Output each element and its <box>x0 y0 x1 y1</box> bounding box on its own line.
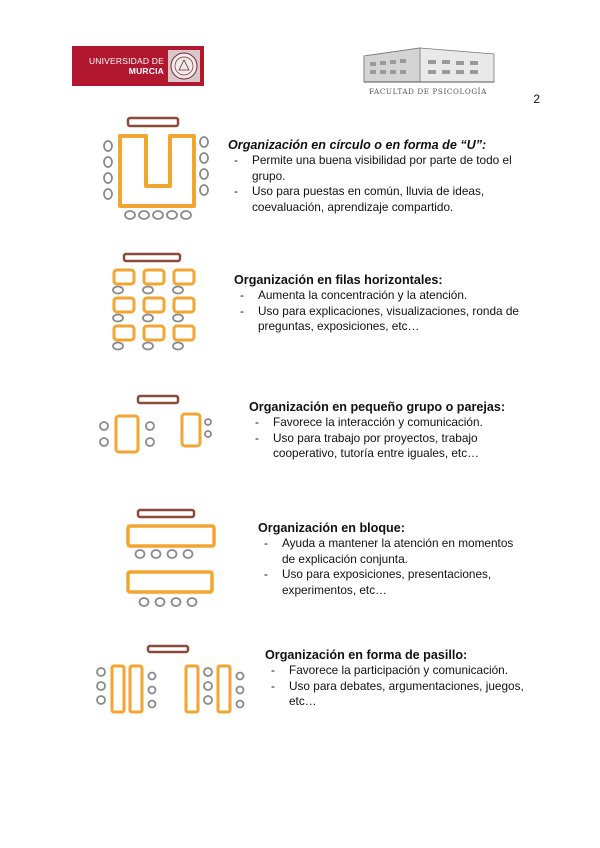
desks-icon <box>114 270 194 340</box>
small-groups-diagram <box>94 392 220 466</box>
university-logo <box>72 46 204 86</box>
bullet-list <box>258 536 520 598</box>
bullet-item: - Ayuda a mantener la atención en momentos de explicación conjunta. <box>258 536 520 567</box>
section-title: Organización en pequeño grupo o parejas: <box>249 400 506 414</box>
desks-icon <box>128 526 214 592</box>
faculty-building-icon <box>360 44 496 86</box>
section-block <box>258 520 520 598</box>
section-title: Organización en forma de pasillo: <box>265 648 468 662</box>
faculty-logo <box>360 44 496 96</box>
bullet-list <box>249 415 535 462</box>
bullet-item: - Uso para explicaciones, visualizaciones, ronda de preguntas, exposiciones, etc… <box>234 304 524 335</box>
page-number: 2 <box>533 92 540 106</box>
university-line2: MURCIA <box>128 66 164 76</box>
corridor-diagram <box>90 642 250 722</box>
bullet-item: - Uso para exposiciones, presentaciones, experimentos, etc… <box>258 567 520 598</box>
section-rows <box>234 272 524 335</box>
block-diagram <box>114 506 224 612</box>
rows-diagram <box>102 250 212 360</box>
seats-icon <box>97 668 244 708</box>
teacher-board-icon <box>124 254 180 261</box>
u-shape-diagram <box>92 112 222 222</box>
bullet-list <box>265 663 540 710</box>
bullet-item: - Uso para debates, argumentaciones, juegos, etc… <box>265 679 540 710</box>
section-u-shape <box>228 137 528 215</box>
university-line1: UNIVERSIDAD DE <box>88 56 164 66</box>
bullet-item: - Favorece la interacción y comunicación. <box>249 415 535 431</box>
bullet-item: - Aumenta la concentración y la atención. <box>234 288 524 304</box>
teacher-board-icon <box>138 510 194 517</box>
faculty-caption: FACULTAD DE PSICOLOGÍA <box>369 87 487 96</box>
teacher-board-icon <box>128 118 178 126</box>
university-seal-icon <box>168 50 200 82</box>
desks-icon <box>116 414 200 452</box>
university-logo-text <box>72 56 168 76</box>
teacher-board-icon <box>138 396 178 403</box>
seats-icon <box>136 550 197 606</box>
teacher-board-icon <box>148 646 188 652</box>
section-title: Organización en filas horizontales: <box>234 273 443 287</box>
bullet-item: - Uso para trabajo por proyectos, trabajo cooperativo, tutoría entre iguales, etc… <box>249 431 535 462</box>
bullet-item: - Uso para puestas en común, lluvia de ideas, coevaluación, aprendizaje compartido. <box>228 184 528 215</box>
bullet-item: - Favorece la participación y comunicación. <box>265 663 540 679</box>
section-corridor <box>265 647 540 710</box>
bullet-list <box>228 153 528 215</box>
bullet-item: - Permite una buena visibilidad por parte de todo el grupo. <box>228 153 528 184</box>
bullet-list <box>234 288 524 335</box>
section-title: Organización en bloque: <box>258 521 405 535</box>
section-small-groups <box>249 399 535 462</box>
u-desk-icon <box>120 136 194 206</box>
section-title: Organización en círculo o en forma de “U”: <box>228 138 487 152</box>
